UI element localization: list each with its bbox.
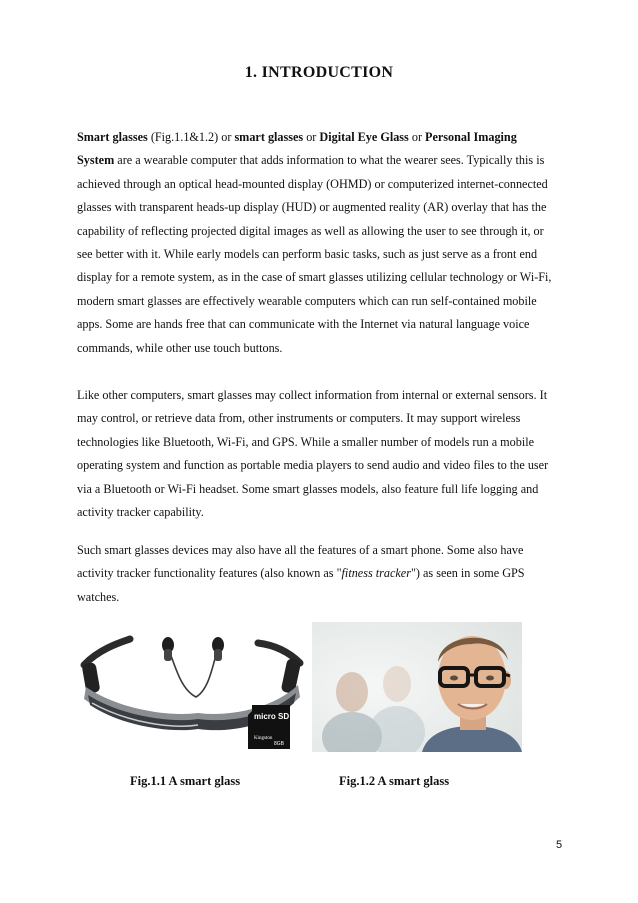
smart-glass-headset-image [78,625,306,752]
man-wearing-glasses-image [312,622,522,752]
section-heading: 1. INTRODUCTION [244,64,394,81]
figure-1-1-caption: Fig.1.1 A smart glass [130,774,241,788]
sdcard-capacity: 8GB [274,741,285,747]
paragraph-definition [77,126,555,360]
paragraph-text: ") as seen in some GPS watches. [77,566,525,604]
paragraph-text: (Fig.1.1&1.2) or [147,130,235,144]
sdcard-brand: Kingston [254,736,273,741]
term-personal-imaging-system: Personal Imaging System [77,130,517,168]
figure-smart-glass-headset [78,625,306,752]
term-digital-eye-glass: Digital Eye Glass [319,130,409,144]
sdcard-label: micro SD [254,712,290,721]
fitness-tracker-term: fitness tracker [341,566,411,581]
paragraph-text: Such smart glasses devices may also have all the features of a smart phone. Some also have activity tracker functionality features (also known as " [77,543,524,581]
term-smart-glasses-alt: smart glasses [234,130,304,144]
paragraph-features [77,539,555,609]
figure-man-wearing-glasses [312,622,522,752]
paragraph-text: or [408,130,426,144]
figure-1-2-caption: Fig.1.2 A smart glass [339,774,450,788]
paragraph-text: are a wearable computer that adds information to what the wearer sees. Typically this is achieved through an optical head-mounted display (OHMD) or computerized internet-connected glasses with transparent heads-up display (HUD) or augmented reality (AR) overlay that has the capability of reflecting projected digital images as well as allowing the user to see through it, or see better with it. While early models can perform basic tasks, such as just serve as a front end display for a remote system, as in the case of smart glasses utilizing cellular technology or Wi-Fi, modern smart glasses are effectively wearable computers which can run self-contained mobile apps. Some are hands free that can communicate with the Internet via natural language voice commands, while other use touch buttons. [77,153,552,355]
term-smart-glasses: Smart glasses [77,130,148,144]
paragraph-text: or [303,130,320,144]
paragraph-computers: Like other computers, smart glasses may collect information from internal or external sensors. It may control, or retrieve data from, other instruments or computers. It may support wireless technologies like Bluetooth, Wi-Fi, and GPS. While a smaller number of models run a mobile operating system and function as portable media players to send audio and video files to the user via a Bluetooth or Wi-Fi headset. Some smart glasses models, also feature full life logging and activity tracker capability. [77,388,549,520]
page-number: 5 [556,839,563,851]
